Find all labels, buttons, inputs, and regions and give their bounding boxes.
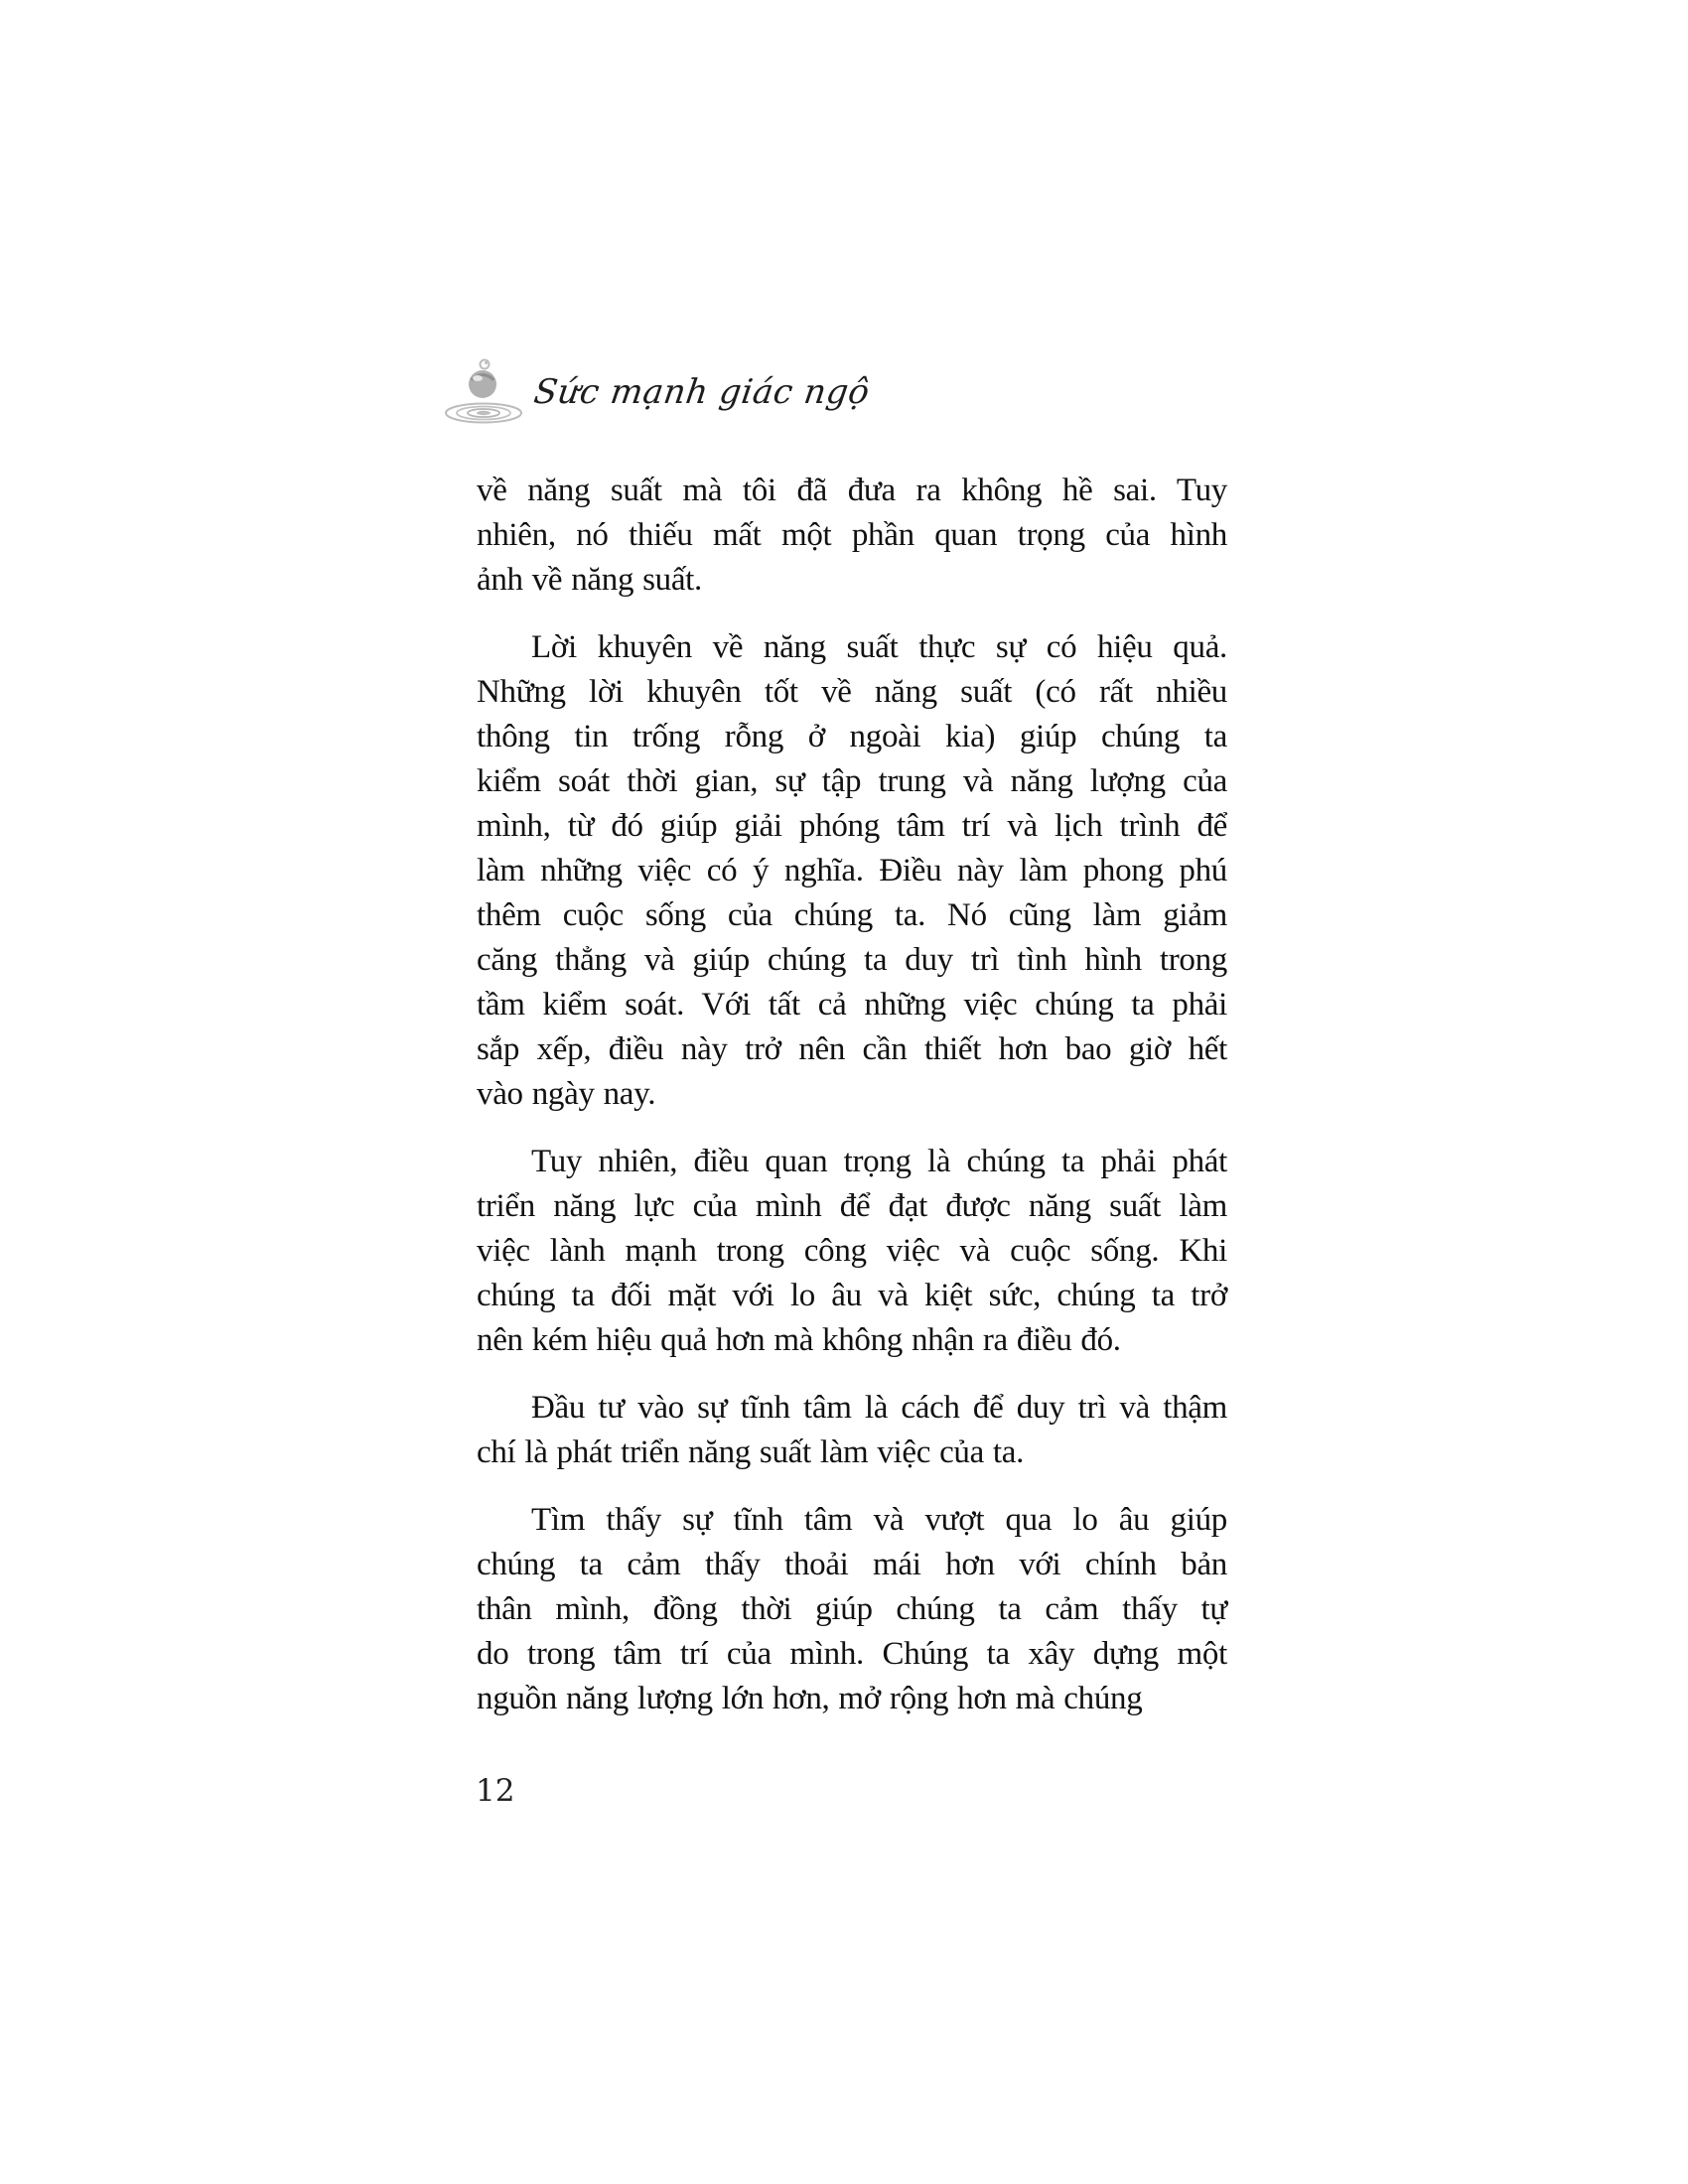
text-line: nguồn năng lượng lớn hơn, mở rộng hơn mà chúng	[477, 1681, 1143, 1716]
text-line: ảnh về năng suất.	[477, 562, 702, 598]
text-line: chí là phát triển năng suất làm việc của ta.	[477, 1434, 1025, 1470]
text-line: thông tin trống rỗng ở ngoài kia) giúp chúng ta	[477, 719, 1227, 754]
page-number: 12	[476, 1773, 515, 1809]
text-line: vào ngày nay.	[477, 1076, 656, 1112]
paragraph	[477, 1140, 1227, 1363]
paragraph	[477, 625, 1227, 1117]
text-line: chúng ta đối mặt với lo âu và kiệt sức, chúng ta trở	[477, 1278, 1227, 1313]
text-line: về năng suất mà tôi đã đưa ra không hề sai. Tuy	[477, 473, 1227, 508]
text-line: Những lời khuyên tốt về năng suất (có rất nhiều	[477, 674, 1227, 710]
paragraph	[477, 1498, 1227, 1721]
text-line: việc lành mạnh trong công việc và cuộc sống. Khi	[477, 1233, 1227, 1269]
text-line: kiểm soát thời gian, sự tập trung và năng lượng của	[477, 763, 1227, 799]
text-line: Đầu tư vào sự tĩnh tâm là cách để duy trì và thậm	[531, 1390, 1227, 1426]
text-line: Tuy nhiên, điều quan trọng là chúng ta phải phát	[531, 1144, 1227, 1179]
page-title: Sức mạnh giác ngộ	[531, 372, 873, 412]
text-line: triển năng lực của mình để đạt được năng suất làm	[477, 1188, 1227, 1224]
paragraph	[477, 469, 1227, 603]
text-line: tầm kiểm soát. Với tất cả những việc chúng ta phải	[477, 987, 1227, 1023]
text-line: nên kém hiệu quả hơn mà không nhận ra điều đó.	[477, 1322, 1121, 1358]
text-line: chúng ta cảm thấy thoải mái hơn với chính bản	[477, 1547, 1227, 1582]
text-line: do trong tâm trí của mình. Chúng ta xây dựng một	[477, 1636, 1227, 1672]
text-line: thêm cuộc sống của chúng ta. Nó cũng làm giảm	[477, 897, 1227, 933]
page-header	[443, 355, 873, 429]
paragraph	[477, 1386, 1227, 1475]
text-line: thân mình, đồng thời giúp chúng ta cảm thấy tự	[477, 1591, 1227, 1627]
text-line: làm những việc có ý nghĩa. Điều này làm phong phú	[477, 853, 1227, 888]
text-line: nhiên, nó thiếu mất một phần quan trọng của hình	[477, 517, 1227, 553]
text-line: Tìm thấy sự tĩnh tâm và vượt qua lo âu giúp	[531, 1502, 1227, 1538]
text-line: mình, từ đó giúp giải phóng tâm trí và lịch trình để	[477, 808, 1227, 844]
text-line: căng thẳng và giúp chúng ta duy trì tình hình trong	[477, 942, 1227, 978]
water-drop-ripple-icon	[443, 355, 524, 429]
text-line: Lời khuyên về năng suất thực sự có hiệu quả.	[531, 629, 1227, 665]
text-line: sắp xếp, điều này trở nên cần thiết hơn bao giờ hết	[477, 1031, 1227, 1067]
body-text	[477, 469, 1227, 1721]
